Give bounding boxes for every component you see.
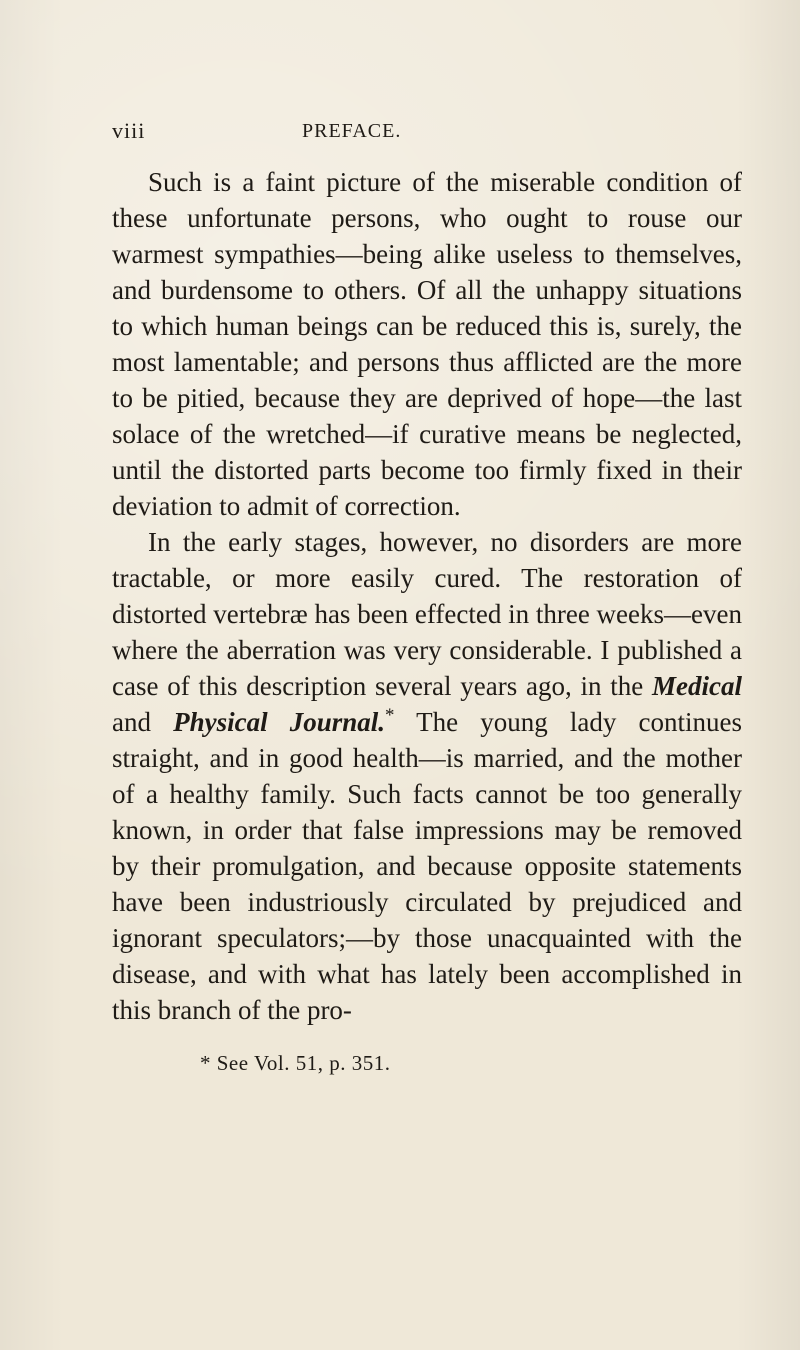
paragraph-2-and: and [112,707,174,737]
paragraph-2-start: In the early stages, however, no disorders are more tractable, or more easily cured. The restoration of distorted vertebræ has been effected in three weeks—even where the aberration was very considerable. I published a case of this description several years ago, in the [112,527,742,701]
journal-title-physical: Physical Journal. [173,707,386,737]
paragraph-1-text: Such is a faint picture of the miserable condition of these unfortunate persons, who ought to rouse our warmest sympathies—being alike useless to themselves, and burdensome to others. Of all the unhappy situations to which human beings can be reduced this is, surely, the most lamentable; and persons thus afflicted are the more to be pitied, because they are deprived of hope—the last solace of the wretched—if curative means be neglected, until the distorted parts become too firmly fixed in their deviation to admit of correction. [112,167,742,521]
footnote-marker: * [385,705,395,726]
main-text [112,164,742,1028]
paragraph-1 [112,164,742,524]
footnote: * See Vol. 51, p. 351. [200,1051,391,1075]
paragraph-2-rest: The young lady continues straight, and in good health—is married, and the mother of a healthy family. Such facts cannot be too generally known, in order that false impressions may be removed by their promulgation, and because opposite statements have been industriously circulated by prejudiced and ignorant speculators;—by those unacquainted with the disease, and with what has lately been accomplished in this branch of the pro- [112,707,743,1025]
journal-title-medical: Medical [652,671,742,701]
page-header [112,118,742,142]
paragraph-2 [112,524,742,1028]
running-head: PREFACE. [302,120,402,142]
page-number: viii [112,118,146,143]
